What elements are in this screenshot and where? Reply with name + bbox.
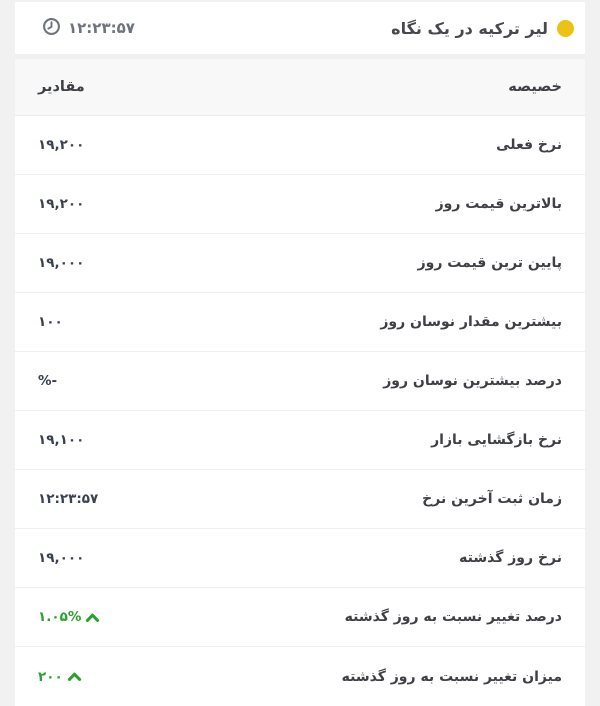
row-label: میزان تغییر نسبت به روز گذشته (342, 669, 562, 685)
table-row (15, 588, 585, 647)
row-label: پایین ترین قیمت روز (418, 255, 562, 271)
row-value-text: ۲۰۰ (38, 669, 63, 685)
table-row (15, 411, 585, 470)
table-row (15, 116, 585, 175)
row-label: درصد تغییر نسبت به روز گذشته (345, 609, 562, 625)
table-row (15, 529, 585, 588)
row-value (38, 373, 57, 389)
header-attribute-label: خصیصه (508, 79, 562, 95)
up-arrow-icon (85, 612, 100, 623)
row-value (38, 669, 82, 685)
row-value-text: ۱۹,۲۰۰ (38, 137, 84, 153)
row-label: درصد بیشترین نوسان روز (383, 373, 562, 389)
row-value (38, 137, 84, 153)
table-row (15, 234, 585, 293)
row-value (38, 609, 100, 625)
row-value (38, 491, 98, 507)
status-dot-icon (557, 20, 574, 37)
row-value (38, 432, 84, 448)
widget-title: لیر ترکیه در یک نگاه (391, 19, 548, 38)
row-value-text: ۱۲:۲۳:۵۷ (38, 491, 98, 507)
row-value-text: ۱۹,۰۰۰ (38, 550, 84, 566)
row-value-text: ۱۹,۲۰۰ (38, 196, 84, 212)
rates-table-body (15, 116, 585, 706)
row-value (38, 255, 84, 271)
table-row (15, 293, 585, 352)
lira-overview-widget (15, 2, 585, 705)
last-update-time: ۱۲:۲۳:۵۷ (68, 19, 135, 37)
row-value-text: ۱۹,۱۰۰ (38, 432, 84, 448)
row-value (38, 196, 84, 212)
table-row (15, 470, 585, 529)
row-value (38, 314, 63, 330)
header-values-label: مقادیر (38, 79, 85, 95)
row-label: زمان ثبت آخرین نرخ (422, 491, 562, 507)
row-value-text: ۱۹,۰۰۰ (38, 255, 84, 271)
table-row (15, 647, 585, 706)
row-value-text: ۱۰۰ (38, 314, 63, 330)
up-arrow-icon (67, 671, 82, 682)
widget-title-group (391, 19, 574, 38)
row-label: بیشترین مقدار نوسان روز (380, 314, 562, 330)
row-label: نرخ روز گذشته (459, 550, 562, 566)
row-value-text: %- (38, 373, 57, 389)
widget-header-bar (15, 2, 585, 54)
table-row (15, 352, 585, 411)
row-value (38, 550, 84, 566)
last-update-time-group (42, 17, 135, 40)
row-value-text: ۱.۰۵% (38, 609, 81, 625)
row-label: نرخ بازگشایی بازار (431, 432, 562, 448)
row-label: بالاترین قیمت روز (436, 196, 562, 212)
table-row (15, 175, 585, 234)
table-header-row (15, 59, 585, 116)
row-label: نرخ فعلی (496, 137, 562, 153)
clock-icon (42, 17, 61, 40)
